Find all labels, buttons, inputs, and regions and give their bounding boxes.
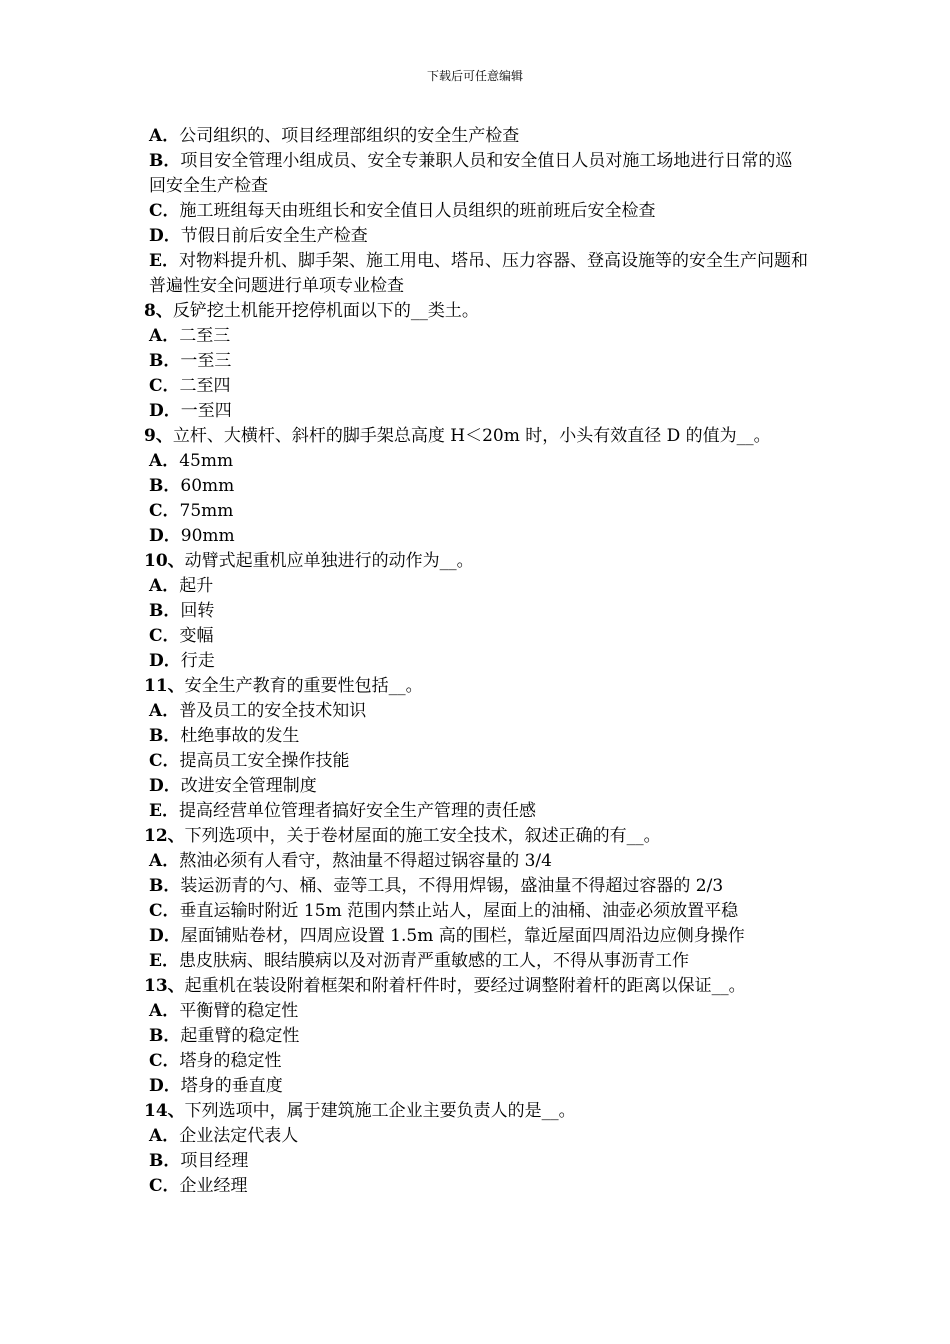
question-number: 12、 [144, 826, 185, 846]
option-text: 企业法定代表人 [179, 1126, 299, 1146]
option-letter: B． [149, 876, 181, 896]
answer-option [144, 124, 809, 149]
answer-option [144, 399, 809, 424]
option-text: 回转 [180, 601, 215, 621]
option-letter: C． [149, 751, 180, 771]
option-text: 75mm [179, 501, 234, 521]
option-letter: B． [149, 476, 181, 496]
option-text: 患皮肤病、眼结膜病以及对沥青严重敏感的工人，不得从事沥青工作 [178, 951, 689, 971]
answer-option [144, 899, 809, 924]
question-text: 反铲挖土机能开挖停机面以下的__类土。 [172, 301, 479, 321]
answer-option [144, 199, 809, 224]
option-text: 起升 [179, 576, 214, 596]
option-text: 平衡臂的稳定性 [179, 1001, 299, 1021]
option-letter: D． [149, 1076, 181, 1096]
option-text: 节假日前后安全生产检查 [180, 226, 368, 246]
option-letter: C． [149, 901, 180, 921]
option-text: 公司组织的、项目经理部组织的安全生产检查 [179, 126, 520, 146]
option-text: 提高经营单位管理者搞好安全生产管理的责任感 [178, 801, 536, 821]
option-text: 对物料提升机、脚手架、施工用电、塔吊、压力容器、登高设施等的安全生产问题和普遍性安全问题进行单项专业检查 [149, 251, 808, 296]
option-letter: B． [149, 151, 181, 171]
answer-option [144, 474, 809, 499]
answer-option [144, 449, 809, 474]
answer-option [144, 1024, 809, 1049]
option-text: 二至四 [179, 376, 231, 396]
answer-option [144, 924, 809, 949]
question-stem [144, 299, 809, 324]
option-letter: E． [149, 801, 179, 821]
option-letter: A． [149, 576, 180, 596]
option-letter: D． [149, 651, 181, 671]
option-text: 屋面铺贴卷材，四周应设置 1.5m 高的围栏，靠近屋面四周沿边应侧身操作 [180, 926, 745, 946]
option-text: 普及员工的安全技术知识 [179, 701, 367, 721]
option-letter: A． [149, 326, 180, 346]
option-text: 90mm [180, 526, 235, 546]
option-text: 一至三 [180, 351, 232, 371]
option-text: 变幅 [179, 626, 214, 646]
document-body [144, 124, 809, 1199]
option-text: 装运沥青的勺、桶、壶等工具，不得用焊锡，盛油量不得超过容器的 2/3 [180, 876, 724, 896]
option-letter: D． [149, 401, 181, 421]
option-text: 塔身的稳定性 [179, 1051, 282, 1071]
answer-option [144, 324, 809, 349]
option-text: 二至三 [179, 326, 231, 346]
option-letter: D． [149, 776, 181, 796]
option-letter: D． [149, 226, 181, 246]
option-letter: B． [149, 351, 181, 371]
answer-option [144, 724, 809, 749]
question-text: 下列选项中，属于建筑施工企业主要负责人的是__。 [184, 1101, 576, 1121]
option-text: 行走 [180, 651, 215, 671]
answer-option [144, 374, 809, 399]
answer-option [144, 1124, 809, 1149]
option-text: 项目安全管理小组成员、安全专兼职人员和安全值日人员对施工场地进行日常的巡回安全生产检查 [149, 151, 793, 196]
option-text: 杜绝事故的发生 [180, 726, 300, 746]
question-number: 13、 [144, 976, 185, 996]
answer-option [144, 1149, 809, 1174]
answer-option [144, 574, 809, 599]
option-letter: C． [149, 201, 180, 221]
answer-option [144, 649, 809, 674]
answer-option [144, 949, 809, 974]
question-stem [144, 824, 809, 849]
option-text: 60mm [180, 476, 235, 496]
option-letter: A． [149, 701, 180, 721]
option-letter: A． [149, 851, 180, 871]
question-text: 起重机在装设附着框架和附着杆件时，要经过调整附着杆的距离以保证__。 [184, 976, 746, 996]
option-letter: B． [149, 726, 181, 746]
question-text: 安全生产教育的重要性包括__。 [184, 676, 423, 696]
option-letter: E． [149, 251, 179, 271]
option-text: 熬油必须有人看守，熬油量不得超过锅容量的 3/4 [179, 851, 552, 871]
option-letter: A． [149, 1126, 180, 1146]
answer-option [144, 624, 809, 649]
question-number: 10、 [144, 551, 185, 571]
option-text: 施工班组每天由班组长和安全值日人员组织的班前班后安全检查 [179, 201, 656, 221]
question-stem [144, 424, 809, 449]
answer-option [144, 849, 809, 874]
option-text: 项目经理 [180, 1151, 249, 1171]
answer-option [144, 874, 809, 899]
option-letter: B． [149, 1151, 181, 1171]
answer-option [144, 749, 809, 774]
answer-option [144, 599, 809, 624]
answer-option [144, 1074, 809, 1099]
page-header: 下载后可任意编辑 [426, 69, 523, 83]
option-text: 45mm [179, 451, 234, 471]
question-text: 动臂式起重机应单独进行的动作为__。 [184, 551, 474, 571]
question-text: 下列选项中，关于卷材屋面的施工安全技术，叙述正确的有__。 [184, 826, 661, 846]
question-text: 立杆、大横杆、斜杆的脚手架总高度 H＜20m 时，小头有效直径 D 的值为__。 [172, 426, 771, 446]
option-letter: C． [149, 626, 180, 646]
option-letter: D． [149, 926, 181, 946]
option-text: 企业经理 [179, 1176, 248, 1196]
question-stem [144, 1099, 809, 1124]
question-number: 8、 [144, 301, 173, 321]
option-letter: D． [149, 526, 181, 546]
answer-option [144, 149, 809, 199]
option-letter: A． [149, 126, 180, 146]
option-text: 一至四 [180, 401, 232, 421]
answer-option [144, 699, 809, 724]
answer-option [144, 1049, 809, 1074]
answer-option [144, 349, 809, 374]
question-number: 11、 [144, 676, 185, 696]
option-letter: B． [149, 1026, 181, 1046]
answer-option [144, 499, 809, 524]
option-text: 垂直运输时附近 15m 范围内禁止站人，屋面上的油桶、油壶必须放置平稳 [179, 901, 739, 921]
question-number: 14、 [144, 1101, 185, 1121]
answer-option [144, 999, 809, 1024]
answer-option [144, 799, 809, 824]
option-letter: A． [149, 1001, 180, 1021]
option-text: 塔身的垂直度 [180, 1076, 283, 1096]
question-stem [144, 549, 809, 574]
answer-option [144, 774, 809, 799]
option-letter: A． [149, 451, 180, 471]
option-letter: C． [149, 1176, 180, 1196]
question-number: 9、 [144, 426, 173, 446]
answer-option [144, 249, 809, 299]
question-stem [144, 974, 809, 999]
option-letter: C． [149, 376, 180, 396]
answer-option [144, 524, 809, 549]
option-text: 起重臂的稳定性 [180, 1026, 300, 1046]
answer-option [144, 1174, 809, 1199]
question-stem [144, 674, 809, 699]
option-letter: B． [149, 601, 181, 621]
option-letter: C． [149, 501, 180, 521]
option-text: 提高员工安全操作技能 [179, 751, 350, 771]
answer-option [144, 224, 809, 249]
option-text: 改进安全管理制度 [180, 776, 317, 796]
option-letter: C． [149, 1051, 180, 1071]
option-letter: E． [149, 951, 179, 971]
